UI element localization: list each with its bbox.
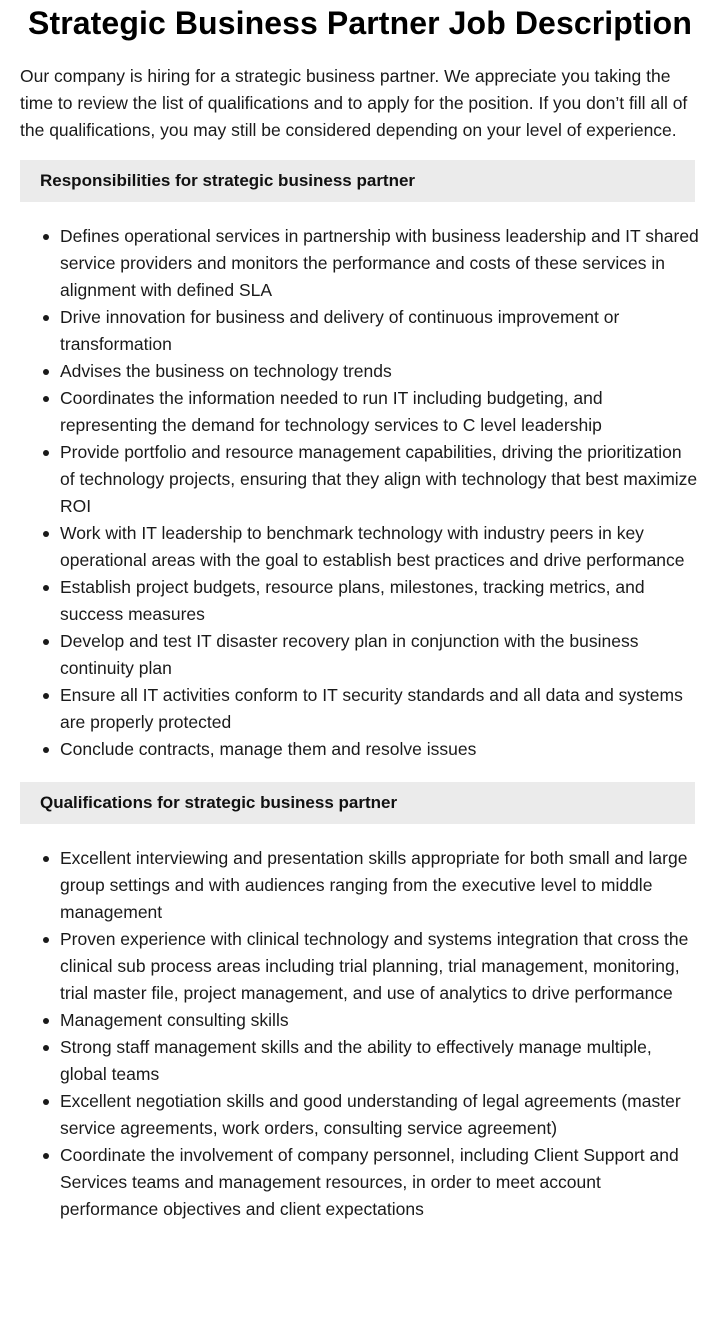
list-item: Management consulting skills: [60, 1007, 700, 1034]
responsibilities-heading: [20, 160, 695, 202]
qualifications-heading: [20, 782, 695, 824]
list-item: Excellent negotiation skills and good understanding of legal agreements (master service agreements, work orders, consulting service agreement): [60, 1088, 700, 1142]
page-title: Strategic Business Partner Job Description: [28, 5, 692, 41]
responsibilities-heading-label: Responsibilities for strategic business partner: [40, 171, 416, 190]
list-item: Work with IT leadership to benchmark technology with industry peers in key operational areas with the goal to establish best practices and drive performance: [60, 520, 700, 574]
list-item: Proven experience with clinical technology and systems integration that cross the clinical sub process areas including trial planning, trial management, monitoring, trial master file, project management, and use of analytics to drive performance: [60, 926, 700, 1007]
qualifications-heading-label: Qualifications for strategic business partner: [40, 793, 398, 812]
intro-paragraph: Our company is hiring for a strategic business partner. We appreciate you taking the time to review the list of qualifications and to apply for the position. If you don’t fill all of the qualifications, you may still be considered depending on your level of experience.: [20, 66, 688, 140]
list-item: Strong staff management skills and the ability to effectively manage multiple, global teams: [60, 1034, 700, 1088]
list-item: Coordinates the information needed to run IT including budgeting, and representing the demand for technology services to C level leadership: [60, 385, 700, 439]
responsibilities-list: [20, 223, 700, 763]
list-item: Ensure all IT activities conform to IT security standards and all data and systems are properly protected: [60, 682, 700, 736]
list-item: Establish project budgets, resource plans, milestones, tracking metrics, and success measures: [60, 574, 700, 628]
list-item: Conclude contracts, manage them and resolve issues: [60, 736, 700, 763]
list-item: Coordinate the involvement of company personnel, including Client Support and Services teams and management resources, in order to meet account performance objectives and client expectations: [60, 1142, 700, 1223]
list-item: Develop and test IT disaster recovery plan in conjunction with the business continuity plan: [60, 628, 700, 682]
list-item: Defines operational services in partnership with business leadership and IT shared service providers and monitors the performance and costs of these services in alignment with defined SLA: [60, 223, 700, 304]
list-item: Drive innovation for business and delivery of continuous improvement or transformation: [60, 304, 700, 358]
list-item: Excellent interviewing and presentation skills appropriate for both small and large group settings and with audiences ranging from the executive level to middle management: [60, 845, 700, 926]
list-item: Advises the business on technology trends: [60, 358, 700, 385]
qualifications-list: [20, 845, 700, 1223]
list-item: Provide portfolio and resource management capabilities, driving the prioritization of technology projects, ensuring that they align with technology that best maximize ROI: [60, 439, 700, 520]
